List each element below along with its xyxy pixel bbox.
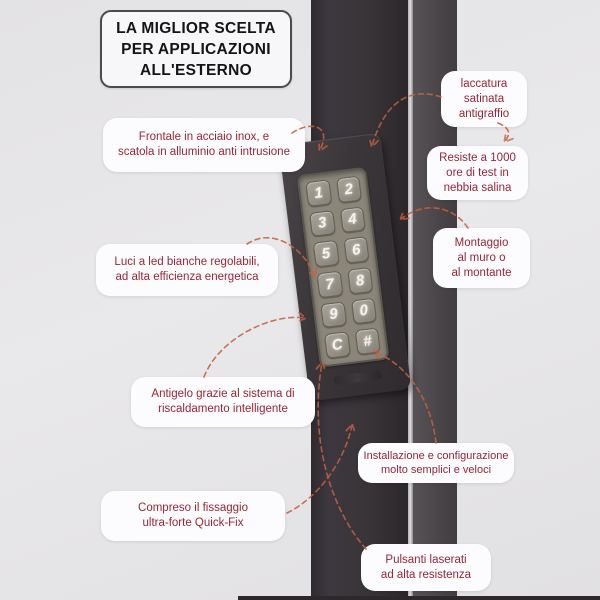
keypad-key-7: 7	[317, 271, 343, 298]
keypad-key-9: 9	[320, 301, 346, 328]
callout-frontale-acciaio	[103, 118, 305, 172]
keypad-key-hash: #	[354, 328, 380, 355]
callout-laccatura	[441, 71, 527, 127]
headline-line: ALL'ESTERNO	[139, 61, 253, 79]
callout-line: antigraffio	[458, 107, 510, 120]
callout-line: Luci a led bianche regolabili,	[114, 256, 260, 268]
callout-installazione	[358, 443, 514, 483]
callout-line: molto semplici e veloci	[380, 464, 492, 476]
callout-line: Antigelo grazie al sistema di	[151, 388, 295, 400]
keypad-key-6: 6	[343, 236, 369, 263]
arrow-antigelo-to-key-9	[204, 317, 305, 377]
callout-line: Resiste a 1000	[439, 151, 516, 164]
headline-box	[100, 10, 292, 88]
callout-line: Montaggio	[454, 236, 509, 249]
keypad-key-8: 8	[347, 267, 373, 294]
callout-line: Installazione e configurazione	[363, 450, 509, 462]
callout-line: satinata	[463, 92, 505, 105]
keypad-key-1: 1	[305, 179, 331, 206]
callout-line: scatola in alluminio anti intrusione	[118, 146, 290, 158]
callout-line: laccatura	[460, 77, 508, 90]
keypad-key-5: 5	[313, 240, 339, 267]
callout-fissaggio-quickfix	[101, 491, 285, 541]
keypad-key-0: 0	[351, 297, 377, 324]
photo-bottom-edge	[238, 596, 600, 600]
callout-line: ore di test in	[446, 166, 509, 179]
callout-line: Pulsanti laserati	[385, 553, 467, 566]
callout-montaggio	[433, 228, 530, 288]
callout-line: riscaldamento intelligente	[158, 403, 288, 415]
callout-line: Frontale in acciaio inox, e	[138, 131, 270, 143]
keypad-key-clear: C	[324, 332, 350, 359]
callout-line: al montante	[451, 266, 512, 279]
callout-nebbia-salina	[427, 146, 528, 200]
callout-pulsanti-laserati	[361, 544, 491, 591]
keypad-key-4: 4	[339, 206, 365, 233]
keypad-key-2: 2	[336, 176, 362, 203]
keypad-key-3: 3	[309, 210, 335, 237]
callout-antigelo	[131, 377, 315, 427]
headline-line: LA MIGLIOR SCELTA	[116, 19, 276, 37]
callout-line: ad alta resistenza	[380, 568, 472, 581]
callout-line: al muro o	[457, 251, 506, 264]
callout-line: ad alta efficienza energetica	[115, 271, 259, 283]
callout-line: nebbia salina	[443, 181, 512, 194]
callout-luci-led	[96, 244, 278, 296]
headline-line: PER APPLICAZIONI	[121, 40, 271, 58]
callout-line: ultra-forte Quick-Fix	[142, 517, 244, 529]
callout-line: Compreso il fissaggio	[138, 502, 248, 514]
